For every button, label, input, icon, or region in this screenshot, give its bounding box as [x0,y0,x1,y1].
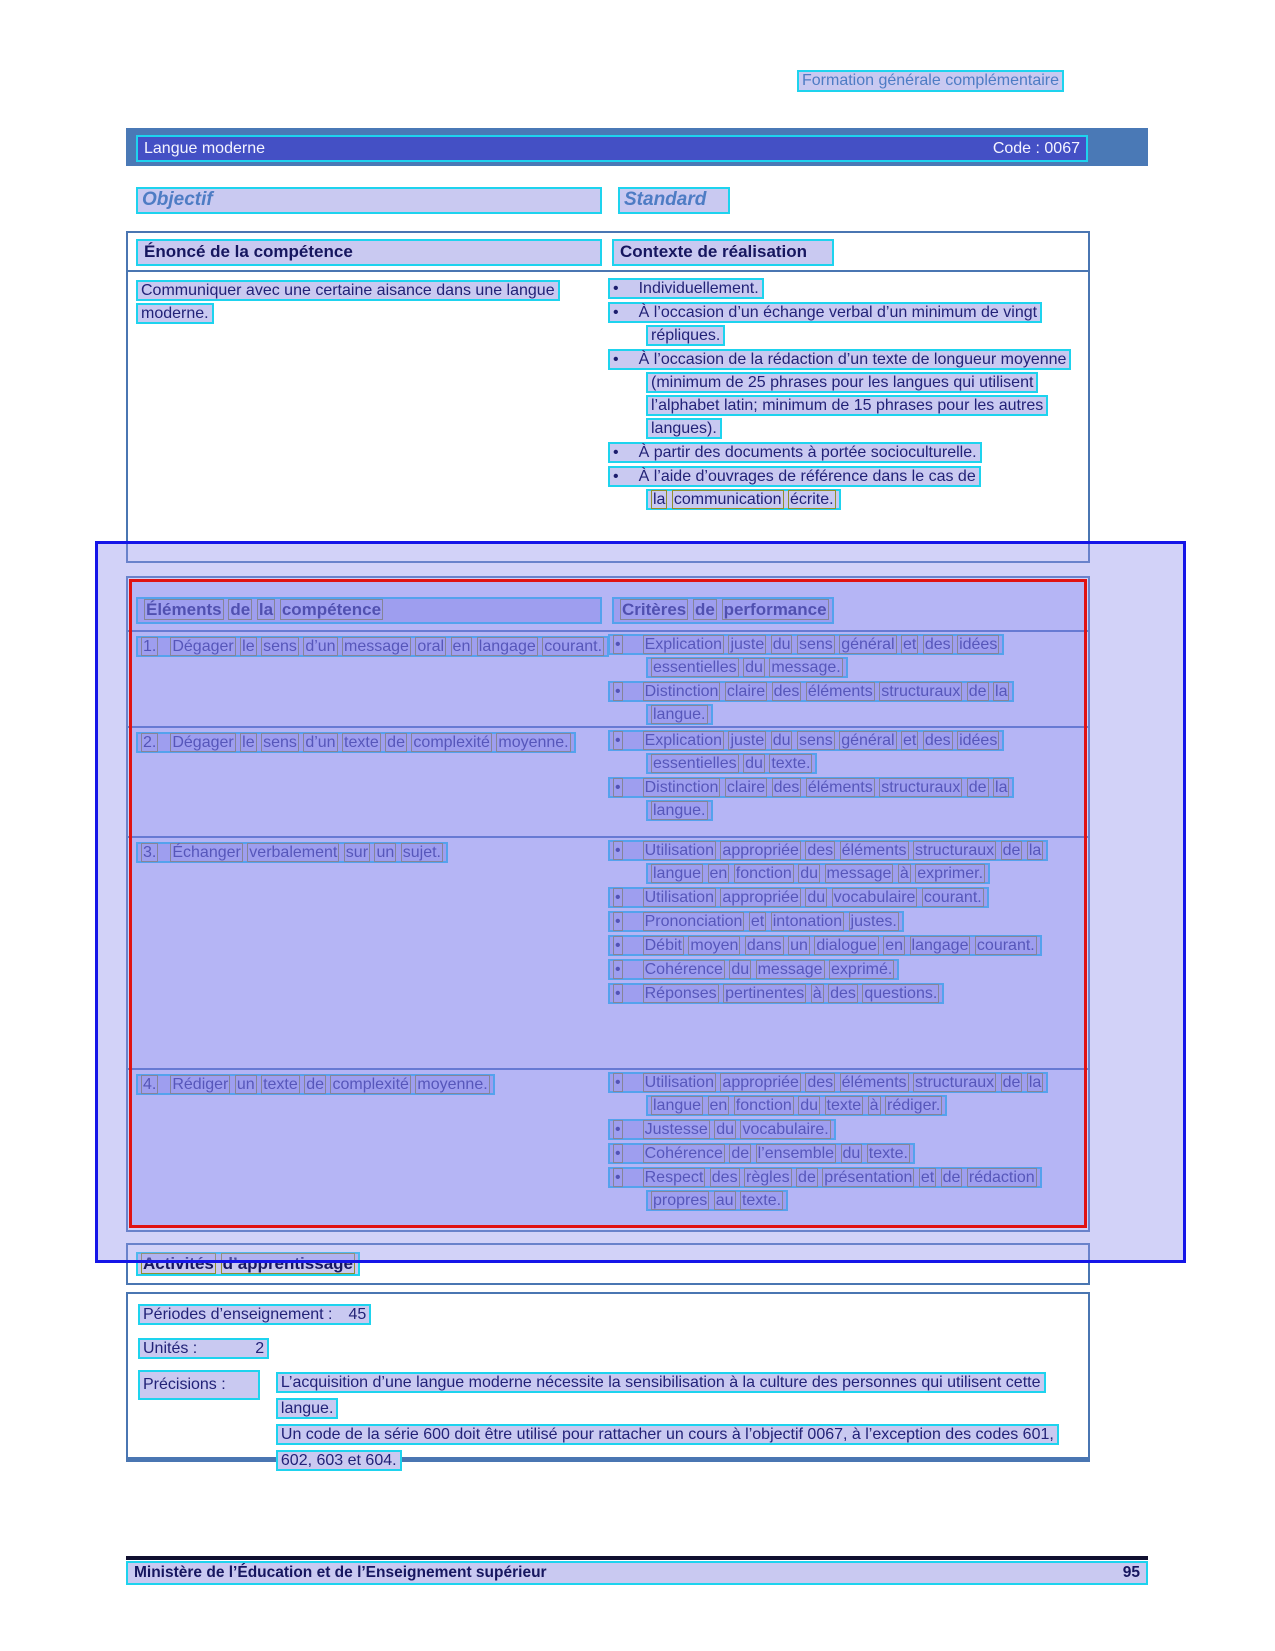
element-text: Dégager le sens d’un texte de complexité moyenne. [172,734,569,751]
course-title: Langue moderne [144,139,265,157]
row-divider [128,836,1088,838]
list-item [608,1142,1068,1165]
list-item [608,277,1068,300]
learning-activities-title-text: Activités d’apprentissage [143,1254,353,1273]
list-item-text: À l’occasion de la rédaction d’un texte de longueur moyenne (minimum de 25 phrases pour les langues qui utilisent l’alphabet latin; minimum de 15 phrases pour les autres langues). [638,351,1067,437]
units-label: Unités : [143,1340,198,1357]
list-item-text: la communication écrite. [653,491,834,508]
precisions-text [276,1370,1076,1474]
list-item [608,839,1068,885]
footer [126,1561,1148,1585]
list-item-text: À l’aide d’ouvrages de référence dans le cas de [638,468,976,485]
row-number: 1. [143,638,157,655]
table-header-contexte: Contexte de réalisation [612,239,834,266]
list-item-text: Débit moyen dans un dialogue en langage courant. [644,937,1035,954]
activities-info-box [126,1292,1090,1469]
elements-table [126,576,1090,1232]
list-item-text: Individuellement. [638,280,759,297]
criteria-list [608,729,1068,823]
periods-value: 45 [348,1306,367,1323]
precisions-label: Précisions : [138,1370,260,1400]
list-item-text: Distinction claire des éléments structuraux de la langue. [644,683,1008,723]
bullet-icon: • [615,1121,621,1138]
list-item-text: À l’occasion d’un échange verbal d’un minimum de vingt répliques. [638,304,1038,344]
criteria-list [608,633,1068,727]
bullet-icon: • [615,961,621,978]
list-item-text: Explication juste du sens général et des idées essentielles du message. [644,636,998,676]
element-statement [136,635,636,658]
list-item [608,729,1068,775]
title-bar [126,128,1148,166]
list-item [608,441,1068,464]
units-value: 2 [255,1340,265,1357]
list-item [608,301,1068,347]
bullet-icon: • [615,937,621,954]
element-text: Rédiger un texte de complexité moyenne. [172,1076,488,1093]
learning-activities-title [136,1252,360,1276]
list-item-text: Utilisation appropriée du vocabulaire courant. [644,889,982,906]
course-code: Code : 0067 [992,139,1080,157]
row-divider [128,1068,1088,1070]
precisions-row [138,1370,1076,1474]
list-item [608,1166,1068,1212]
precisions-paragraph: L’acquisition d’une langue moderne nécessite la sensibilisation à la culture des personnes qui utilisent cette langue. [276,1372,1046,1419]
competence-statement: Communiquer avec une certaine aisance dans une langue moderne. [136,280,560,324]
bullet-icon: • [615,842,621,859]
list-item [608,1118,1068,1141]
table-header-enonce: Énoncé de la compétence [136,239,602,266]
heading-objectif: Objectif [142,189,213,210]
page-number: 95 [1122,1564,1140,1581]
bullet-icon: • [615,1169,621,1186]
bullet-icon: • [615,636,621,653]
list-item-text: Explication juste du sens général et des idées essentielles du texte. [644,732,998,772]
bullet-icon: • [613,304,619,321]
list-item [608,886,1068,909]
bullet-icon: • [615,889,621,906]
table-header-divider [128,270,1088,272]
table-header-divider [128,630,1088,632]
bullet-icon: • [613,351,619,368]
precisions-paragraph: Un code de la série 600 doit être utilisé pour rattacher un cours à l’objectif 0067, à l’exception des codes 601, 602, 603 et 604. [276,1424,1059,1471]
bullet-icon: • [615,1074,621,1091]
bullet-icon: • [613,468,619,485]
bullet-icon: • [615,732,621,749]
contexte-list [608,277,1068,512]
heading-standard: Standard [624,189,707,210]
list-item-text: Justesse du vocabulaire. [644,1121,829,1138]
row-number: 2. [143,734,157,751]
list-item-text: Cohérence de l’ensemble du texte. [644,1145,908,1162]
list-item [608,1071,1068,1117]
list-item [608,465,1068,511]
criteria-list [608,1071,1068,1213]
table-header-elements [136,597,602,624]
list-item-text: Distinction claire des éléments structuraux de la langue. [644,779,1008,819]
list-item-text: Réponses pertinentes à des questions. [644,985,938,1002]
learning-activities-header-box [126,1243,1090,1285]
list-item [608,910,1068,933]
list-item [608,934,1068,957]
bullet-icon: • [615,683,621,700]
row-number: 3. [143,844,157,861]
table-header-elements-text: Éléments de la compétence [146,600,382,619]
bullet-icon: • [615,985,621,1002]
bullet-icon: • [615,1145,621,1162]
table-header-criteres [612,597,834,624]
list-item [608,776,1068,822]
element-statement [136,1073,636,1096]
element-statement [136,841,636,864]
bullet-icon: • [615,913,621,930]
list-item [608,680,1068,726]
list-item-text: Utilisation appropriée des éléments structuraux de la langue en fonction du texte à rédiger. [644,1074,1042,1114]
ministry-name: Ministère de l’Éducation et de l’Enseignement supérieur [134,1564,547,1581]
list-item [608,982,1068,1005]
periods-row [138,1302,371,1328]
heading-standard-box [618,187,730,214]
list-item [608,958,1068,981]
periods-label: Périodes d’enseignement : [143,1306,333,1323]
list-item [608,348,1068,440]
competence-statement-cell [136,279,602,325]
section-kicker: Formation générale complémentaire [797,70,1064,92]
element-text: Échanger verbalement sur un sujet. [172,844,441,861]
footer-rule [126,1556,1148,1560]
list-item-text: Utilisation appropriée des éléments structuraux de la langue en fonction du message à exprimer. [644,842,1042,882]
list-item-text: Respect des règles de présentation et de rédaction propres au texte. [644,1169,1035,1209]
list-item-text: Cohérence du message exprimé. [644,961,893,978]
row-number: 4. [143,1076,157,1093]
table-header-criteres-text: Critères de performance [622,600,827,619]
title-band-highlight [136,135,1088,162]
list-item [608,633,1068,679]
heading-objectif-box [136,187,602,214]
bullet-icon: • [615,779,621,796]
bullet-icon: • [613,280,619,297]
element-text: Dégager le sens d’un message oral en langage courant. [172,638,603,655]
competence-table [126,231,1090,563]
list-item-text: Prononciation et intonation justes. [644,913,897,930]
element-statement [136,731,636,754]
bullet-icon: • [613,444,619,461]
units-row [138,1336,269,1362]
list-item-text: À partir des documents à portée socioculturelle. [638,444,977,461]
criteria-list [608,839,1068,1006]
